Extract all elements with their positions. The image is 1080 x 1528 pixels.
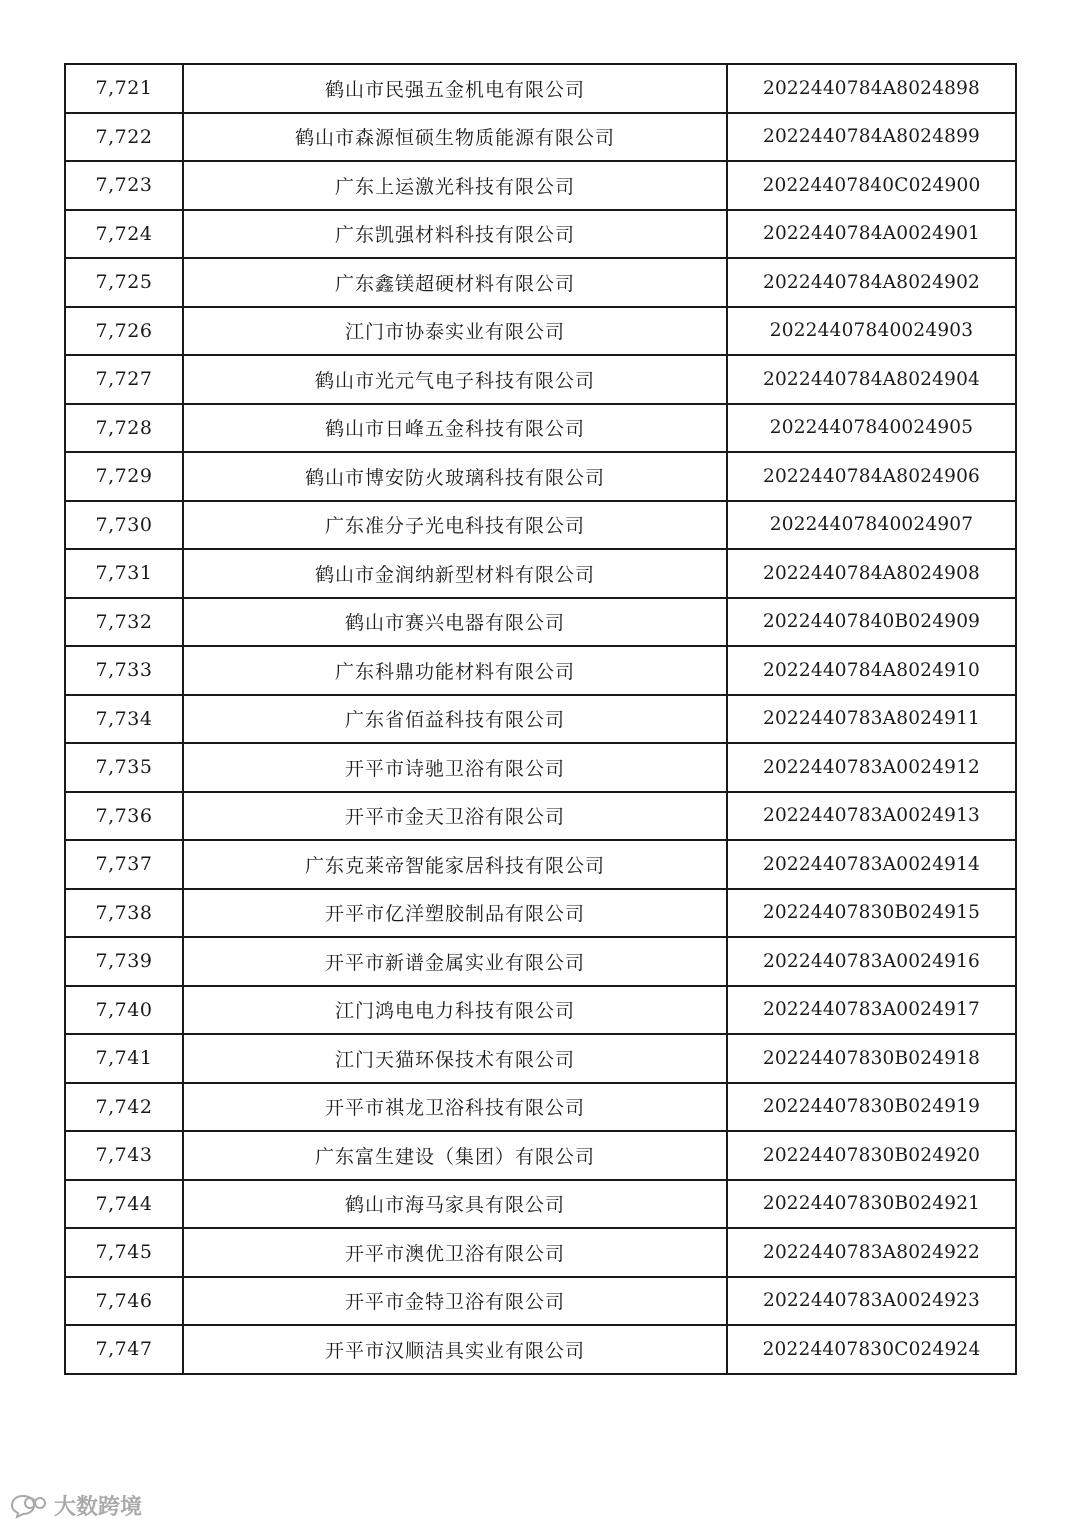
registration-code-cell: 2022440783A0024923: [727, 1277, 1016, 1326]
registration-code-cell: 20224407840C024900: [727, 161, 1016, 210]
company-name-cell: 鹤山市日峰五金科技有限公司: [183, 404, 727, 453]
company-name-cell: 广东富生建设（集团）有限公司: [183, 1131, 727, 1180]
company-name-cell: 鹤山市光元气电子科技有限公司: [183, 355, 727, 404]
watermark: [8, 1490, 142, 1521]
table-row: [65, 307, 1016, 356]
registration-code-cell: 2022440784A0024901: [727, 210, 1016, 259]
registration-code-cell: 20224407840024905: [727, 404, 1016, 453]
table-row: [65, 1083, 1016, 1132]
row-number-cell: 7,723: [65, 161, 183, 210]
chat-bubble-logo-icon: [8, 1493, 48, 1519]
registration-code-cell: 2022440784A8024906: [727, 452, 1016, 501]
registration-code-cell: 20224407830B024920: [727, 1131, 1016, 1180]
company-name-cell: 江门鸿电电力科技有限公司: [183, 986, 727, 1035]
registration-code-cell: 2022440784A8024904: [727, 355, 1016, 404]
company-name-cell: 广东准分子光电科技有限公司: [183, 501, 727, 550]
row-number-cell: 7,739: [65, 937, 183, 986]
registration-code-cell: 20224407840024903: [727, 307, 1016, 356]
row-number-cell: 7,728: [65, 404, 183, 453]
company-name-cell: 广东科鼎功能材料有限公司: [183, 646, 727, 695]
company-name-cell: 广东鑫镁超硬材料有限公司: [183, 258, 727, 307]
company-name-cell: 开平市汉顺洁具实业有限公司: [183, 1325, 727, 1374]
registration-code-cell: 2022440783A0024913: [727, 792, 1016, 841]
company-name-cell: 开平市亿洋塑胶制品有限公司: [183, 889, 727, 938]
table-row: [65, 64, 1016, 113]
table-row: [65, 161, 1016, 210]
row-number-cell: 7,747: [65, 1325, 183, 1374]
table-row: [65, 549, 1016, 598]
company-name-cell: 开平市金天卫浴有限公司: [183, 792, 727, 841]
company-name-cell: 鹤山市民强五金机电有限公司: [183, 64, 727, 113]
registration-code-cell: 20224407840024907: [727, 501, 1016, 550]
row-number-cell: 7,742: [65, 1083, 183, 1132]
row-number-cell: 7,730: [65, 501, 183, 550]
table-row: [65, 452, 1016, 501]
registration-code-cell: 2022440784A8024908: [727, 549, 1016, 598]
registration-code-cell: 2022440783A0024917: [727, 986, 1016, 1035]
registration-code-cell: 2022440783A8024922: [727, 1228, 1016, 1277]
row-number-cell: 7,736: [65, 792, 183, 841]
company-name-cell: 鹤山市博安防火玻璃科技有限公司: [183, 452, 727, 501]
company-name-cell: 开平市新谱金属实业有限公司: [183, 937, 727, 986]
row-number-cell: 7,737: [65, 840, 183, 889]
company-name-cell: 开平市金特卫浴有限公司: [183, 1277, 727, 1326]
row-number-cell: 7,738: [65, 889, 183, 938]
row-number-cell: 7,722: [65, 113, 183, 162]
row-number-cell: 7,726: [65, 307, 183, 356]
registration-code-cell: 20224407830B024921: [727, 1180, 1016, 1229]
row-number-cell: 7,734: [65, 695, 183, 744]
row-number-cell: 7,741: [65, 1034, 183, 1083]
registration-code-cell: 2022440784A8024902: [727, 258, 1016, 307]
row-number-cell: 7,725: [65, 258, 183, 307]
company-name-cell: 鹤山市赛兴电器有限公司: [183, 598, 727, 647]
row-number-cell: 7,721: [65, 64, 183, 113]
table-row: [65, 792, 1016, 841]
registration-code-cell: 2022440783A0024916: [727, 937, 1016, 986]
registration-code-cell: 2022440783A0024912: [727, 743, 1016, 792]
registration-code-cell: 20224407830C024924: [727, 1325, 1016, 1374]
company-name-cell: 开平市诗驰卫浴有限公司: [183, 743, 727, 792]
company-name-cell: 鹤山市金润纳新型材料有限公司: [183, 549, 727, 598]
table-row: [65, 937, 1016, 986]
table-row: [65, 113, 1016, 162]
table-row: [65, 1277, 1016, 1326]
table-row: [65, 258, 1016, 307]
company-name-cell: 开平市澳优卫浴有限公司: [183, 1228, 727, 1277]
row-number-cell: 7,745: [65, 1228, 183, 1277]
table-row: [65, 598, 1016, 647]
company-name-cell: 鹤山市森源恒硕生物质能源有限公司: [183, 113, 727, 162]
row-number-cell: 7,732: [65, 598, 183, 647]
company-list-body: [65, 64, 1016, 1374]
watermark-text: 大数跨境: [54, 1495, 143, 1520]
table-row: [65, 646, 1016, 695]
company-name-cell: 鹤山市海马家具有限公司: [183, 1180, 727, 1229]
registration-code-cell: 2022440784A8024898: [727, 64, 1016, 113]
table-row: [65, 355, 1016, 404]
document-sheet: [64, 63, 1015, 1375]
table-row: [65, 840, 1016, 889]
table-row: [65, 986, 1016, 1035]
company-name-cell: 广东上运激光科技有限公司: [183, 161, 727, 210]
company-name-cell: 江门天猫环保技术有限公司: [183, 1034, 727, 1083]
row-number-cell: 7,743: [65, 1131, 183, 1180]
table-row: [65, 1180, 1016, 1229]
table-row: [65, 404, 1016, 453]
registration-code-cell: 2022440784A8024899: [727, 113, 1016, 162]
table-row: [65, 889, 1016, 938]
row-number-cell: 7,727: [65, 355, 183, 404]
company-name-cell: 广东凯强材料科技有限公司: [183, 210, 727, 259]
registration-code-cell: 2022440784A8024910: [727, 646, 1016, 695]
registration-code-cell: 20224407830B024915: [727, 889, 1016, 938]
company-name-cell: 广东省佰益科技有限公司: [183, 695, 727, 744]
table-row: [65, 1228, 1016, 1277]
row-number-cell: 7,744: [65, 1180, 183, 1229]
row-number-cell: 7,724: [65, 210, 183, 259]
registration-code-cell: 2022440783A0024914: [727, 840, 1016, 889]
table-row: [65, 1325, 1016, 1374]
row-number-cell: 7,735: [65, 743, 183, 792]
company-list-table: [64, 63, 1017, 1375]
registration-code-cell: 2022440783A8024911: [727, 695, 1016, 744]
table-row: [65, 743, 1016, 792]
row-number-cell: 7,746: [65, 1277, 183, 1326]
registration-code-cell: 20224407830B024919: [727, 1083, 1016, 1132]
row-number-cell: 7,733: [65, 646, 183, 695]
company-name-cell: 广东克莱帝智能家居科技有限公司: [183, 840, 727, 889]
registration-code-cell: 20224407840B024909: [727, 598, 1016, 647]
registration-code-cell: 20224407830B024918: [727, 1034, 1016, 1083]
company-name-cell: 江门市协泰实业有限公司: [183, 307, 727, 356]
row-number-cell: 7,731: [65, 549, 183, 598]
table-row: [65, 1131, 1016, 1180]
row-number-cell: 7,740: [65, 986, 183, 1035]
table-row: [65, 695, 1016, 744]
row-number-cell: 7,729: [65, 452, 183, 501]
table-row: [65, 210, 1016, 259]
table-row: [65, 501, 1016, 550]
company-name-cell: 开平市祺龙卫浴科技有限公司: [183, 1083, 727, 1132]
table-row: [65, 1034, 1016, 1083]
